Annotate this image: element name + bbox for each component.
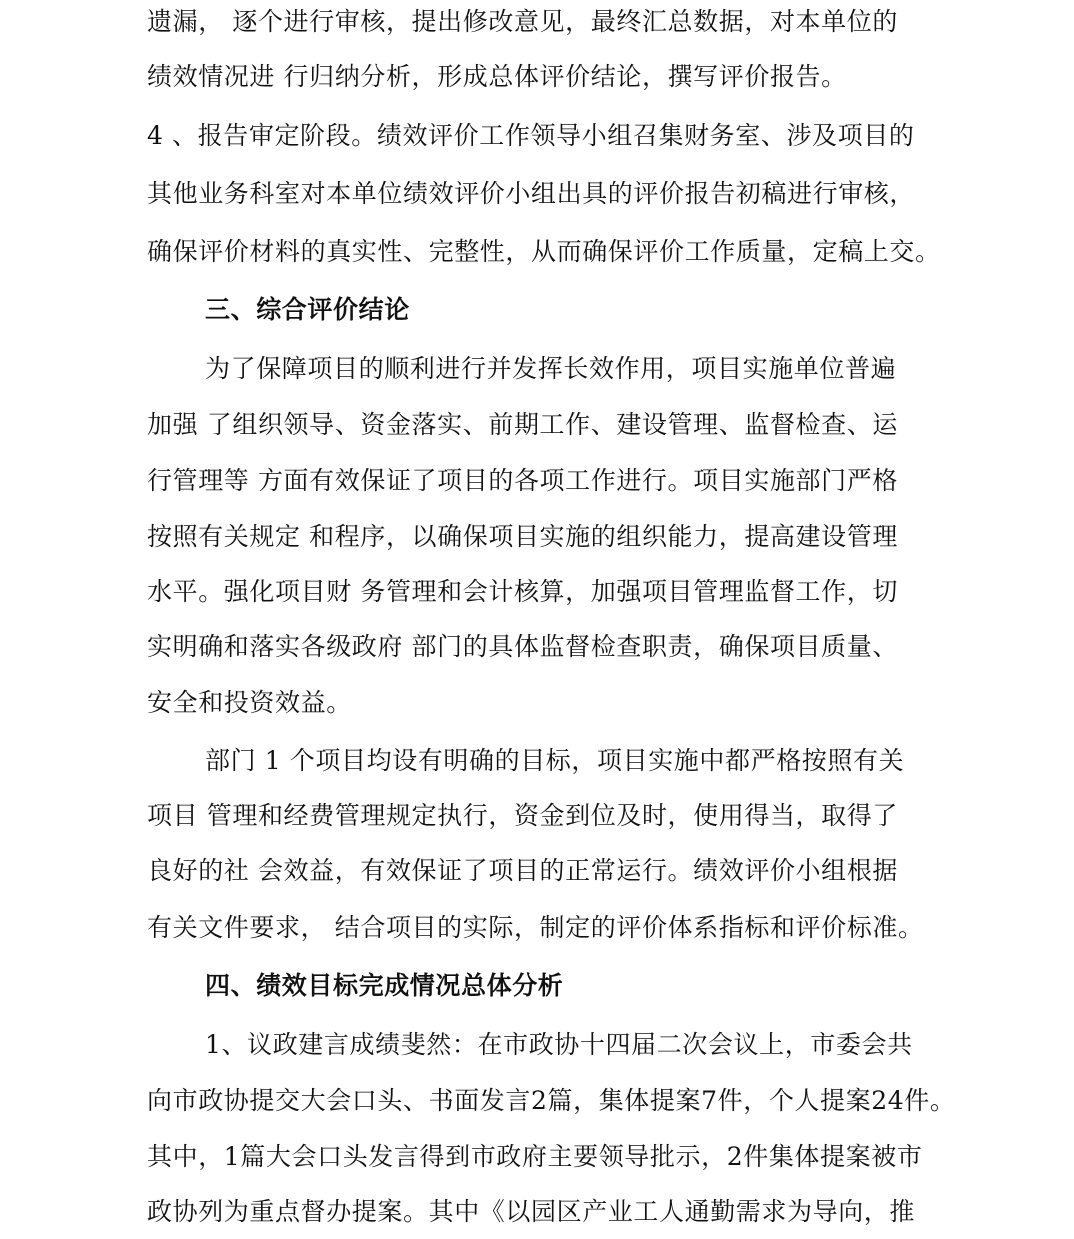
text-line: 政协列为重点督办提案。其中《以园区产业工人通勤需求为导向，推 [147, 1197, 916, 1226]
text-line: 水平。强化项目财 务管理和会计核算，加强项目管理监督工作，切 [147, 577, 898, 606]
text-line: 为了保障项目的顺利进行并发挥长效作用，项目实施单位普遍 [205, 354, 897, 383]
text-line: 行管理等 方面有效保证了项目的各项工作进行。项目实施部门严格 [147, 466, 898, 495]
text-line: 其中，1篇大会口头发言得到市政府主要领导批示，2件集体提案被市 [147, 1142, 923, 1171]
text-line: 良好的社 会效益，有效保证了项目的正常运行。绩效评价小组根据 [147, 856, 898, 885]
text-line: 项目 管理和经费管理规定执行，资金到位及时，使用得当，取得了 [147, 801, 898, 830]
text-line: 按照有关规定 和程序，以确保项目实施的组织能力，提高建设管理 [147, 522, 898, 551]
text-line: 实明确和落实各级政府 部门的具体监督检查职责，确保项目质量、 [147, 632, 898, 661]
text-line: 安全和投资效益。 [147, 688, 352, 717]
text-line: 向市政协提交大会口头、书面发言2篇，集体提案7件，个人提案24件。 [147, 1086, 956, 1115]
text-line: 其他业务科室对本单位绩效评价小组出具的评价报告初稿进行审核， [147, 179, 916, 208]
text-line: 确保评价材料的真实性、完整性，从而确保评价工作质量，定稿上交。 [147, 237, 941, 266]
text-line: 有关文件要求， 结合项目的实际，制定的评价体系指标和评价标准。 [147, 913, 924, 942]
text-line: 遗漏， 逐个进行审核，提出修改意见，最终汇总数据，对本单位的 [147, 7, 898, 36]
text-line: 绩效情况进 行归纳分析，形成总体评价结论，撰写评价报告。 [147, 62, 847, 91]
text-line: 1、议政建言成绩斐然：在市政协十四届二次会议上，市委会共 [205, 1030, 913, 1059]
section-heading: 四、绩效目标完成情况总体分析 [205, 971, 564, 1000]
text-line: 部门 1 个项目均设有明确的目标，项目实施中都严格按照有关 [205, 746, 905, 775]
text-line: 4 、报告审定阶段。绩效评价工作领导小组召集财务室、涉及项目的 [147, 121, 915, 150]
section-heading: 三、综合评价结论 [205, 295, 410, 324]
text-line: 加强 了组织领导、资金落实、前期工作、建设管理、监督检查、运 [147, 410, 898, 439]
